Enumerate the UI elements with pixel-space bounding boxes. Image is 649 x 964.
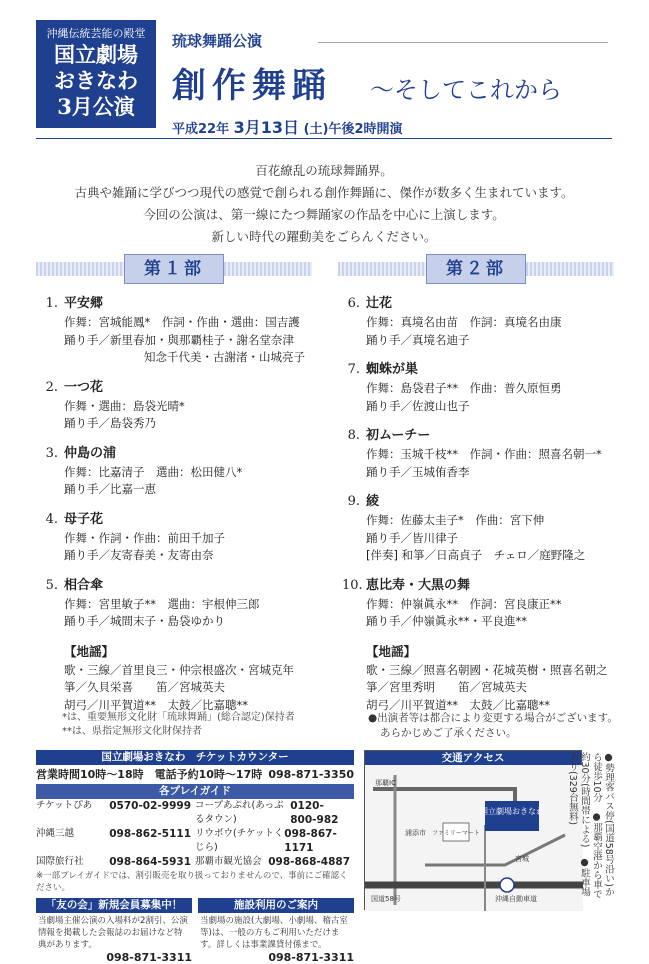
program-title: 一つ花 (64, 379, 104, 395)
page-subtitle: ～そしてこれから (370, 76, 562, 104)
jiutai-line: 胡弓／川平賀道** 太鼓／比嘉聰** (64, 697, 248, 712)
map-graphic (365, 765, 583, 911)
part1-header (36, 254, 312, 284)
program-credit: 作舞：仲嶺眞永** 作詞：宮良康正** (366, 596, 562, 611)
jiutai-line: 歌・三線／首里良三・仲宗根盛次・宮城克年 (64, 662, 294, 677)
date-time: (土)午後2時開演 (303, 122, 403, 137)
program-dancers: 踊り手／島袋秀乃 (64, 416, 156, 430)
program-title: 初ムーチー (366, 428, 431, 443)
ticket-hours: 営業時間10時～18時 電話予約10時～17時 (36, 768, 263, 781)
outlet-tel[interactable]: 098-867-1171 (284, 828, 337, 854)
program-number: 8. (347, 428, 360, 443)
facility-text: 当劇場の施設(大劇場、小劇場、稽古室等)は、一般の方もご利用いただけます。詳しくは事業課貸付係まで。 (200, 916, 348, 950)
outlet-name: コープあぷれ(あっぷるタウン) (195, 800, 284, 825)
outlet-tel[interactable]: 098-864-5931 (109, 856, 191, 868)
facility-tel[interactable]: 098-871-3311 (268, 951, 354, 964)
ticket-tel[interactable]: 098-871-3350 (268, 768, 354, 781)
program-dancers: 踊り手／佐渡山也子 (366, 398, 470, 413)
program-item (342, 360, 622, 415)
program-dancers-cont: 知念千代美・古謝渚・山城亮子 (144, 350, 305, 364)
badge-month: 3月公演 (57, 94, 135, 119)
program-item (342, 294, 622, 349)
badge-theatre: 国立劇場 (54, 42, 138, 67)
outlet-tel[interactable]: 098-862-5111 (109, 828, 191, 840)
program-title: 仲島の浦 (64, 445, 117, 461)
note-line: **は、県指定無形文化財保持者 (62, 726, 202, 737)
program-dancers: 踊り手／新里春加・與那覇桂子・謝名堂奈津 (64, 332, 294, 347)
access-map (364, 750, 582, 910)
program-credit: 作舞：佐藤太圭子* 作曲：宮下伸 (366, 513, 545, 527)
program-credit: 作舞：真境名由苗 作詞：真境名由康 (366, 315, 562, 329)
intro-line: 今回の公演は、第一線にたつ舞踊家の作品を中心に上演します。 (143, 207, 505, 222)
outlet-name: 沖縄三越 (36, 828, 75, 839)
program-dancers: 踊り手／城間末子・島袋ゆかり (64, 614, 225, 628)
program-item (342, 576, 622, 631)
program-credit: 作舞・作詞・作曲：前田千加子 (64, 530, 225, 545)
map-label: 宮城 (515, 855, 529, 863)
outlet-tel[interactable]: 0120-800-982 (290, 800, 339, 826)
part2-label: 第２部 (426, 254, 526, 284)
badge-place: おきなわ (54, 68, 138, 93)
note-line: ●出演者等は都合により変更する場合がございます。 (368, 712, 618, 724)
program-number: 7. (347, 362, 360, 377)
access-bar: 交通アクセス (365, 751, 581, 765)
outlet-row (36, 799, 354, 827)
jiutai-line: 歌・三線／照喜名朝國・花城英樹・照喜名朝之 (366, 662, 608, 677)
program-number: 9. (347, 494, 360, 509)
program-item (40, 576, 330, 631)
outlet-tel[interactable]: 098-868-4887 (268, 856, 350, 868)
program-number: 1. (45, 296, 58, 311)
jiutai-title: 【地謡】 (64, 643, 115, 659)
program-title: 辻花 (366, 296, 393, 311)
intro-line: 新しい時代の躍動美をごらんください。 (211, 229, 437, 244)
header-rule (36, 138, 612, 139)
holder-notes (62, 711, 295, 739)
program-title: 恵比寿・大黒の舞 (366, 577, 471, 593)
member-bar: 「友の会」新規会員募集中！ (36, 898, 192, 913)
jiutai-line: 胡弓／川平賀道** 太鼓／比嘉聰** (366, 697, 550, 712)
note-line: *は、重要無形文化財「琉球舞踊」(総合認定)保持者 (62, 712, 295, 723)
program-item (40, 294, 330, 367)
program-title: 母子花 (64, 511, 104, 527)
jiutai-line: 箏／宮里秀明 笛／宮城英夫 (366, 680, 527, 694)
map-theatre-label: 国立劇場おきなわ (480, 807, 544, 816)
program-number: 3. (45, 445, 58, 461)
outlet-tel[interactable]: 0570-02-9999 (109, 800, 191, 812)
playguide-bar: 各プレイガイド (36, 784, 354, 799)
outlet-row (36, 827, 354, 855)
series-rule (318, 42, 608, 43)
program-title: 平安郷 (64, 296, 104, 311)
program-item (40, 444, 330, 499)
member-tel[interactable]: 098-871-3311 (106, 951, 192, 964)
map-label: ファミリーマート (432, 830, 480, 837)
outlet-name: リウボウ(チケットくじら) (195, 828, 284, 853)
date-day: 3月13日 (233, 118, 300, 137)
part2-program-list (342, 294, 622, 725)
jiutai-title: 【地謡】 (366, 643, 417, 659)
intro-text (36, 160, 612, 248)
program-credit: 作舞：玉城千枝** 作詞・作曲：照喜名朝一* (366, 447, 602, 461)
program-number: 6. (347, 296, 360, 311)
performance-date (172, 115, 403, 138)
program-dancers: 踊り手／玉城侑香李 (366, 464, 470, 479)
program-number: 5. (45, 577, 58, 593)
access-notes: ●勢理客バス停(国道58号沿い)から徒歩10分 ●那覇空港から車で約30分(時間帯による) ●駐車場あり(329台無料) (567, 752, 614, 899)
ticket-info (36, 750, 354, 964)
program-dancers: 踊り手／仲嶺眞永**・平良進** (366, 614, 527, 628)
map-label: 沖縄自動車道 (495, 895, 537, 903)
program-title: 蜘蛛が巣 (366, 362, 419, 377)
program-dancers: 踊り手／比嘉一恵 (64, 482, 156, 496)
program-credit: 作舞：宮城能鳳* 作詞・作曲・選曲：国吉護 (64, 315, 300, 329)
map-label: 那覇IC (375, 779, 396, 787)
intro-line: 古典や雑踊に学びつつ現代の感覚で創られる創作舞踊に、傑作が数多く生まれています。 (74, 185, 574, 200)
ticket-counter-bar: 国立劇場おきなわ チケットカウンター (36, 750, 354, 765)
program-credit: 作舞：島袋君子** 作曲：普久原恒勇 (366, 381, 562, 395)
badge-tagline: 沖縄伝統芸能の殿堂 (46, 27, 146, 40)
part1-label: 第１部 (124, 254, 224, 284)
intro-line: 百花繚乱の琉球舞踊界。 (255, 163, 393, 178)
playguide-note: ※一部プレイガイドでは、割引販売を取り扱っておりませんので、事前にご確認ください。 (36, 871, 348, 893)
facility-bar: 施設利用のご案内 (198, 898, 354, 913)
program-credit: 作舞：宮里敏子** 選曲：宇根伸三郎 (64, 596, 260, 611)
program-dancers: 踊り手／真境名迪子 (366, 332, 470, 347)
part2-header (338, 254, 614, 284)
jiutai-block (342, 642, 622, 715)
program-dancers: 踊り手／友寄春美・友寄由奈 (64, 548, 214, 562)
member-text: 当劇場主催公演の入場料が2割引、公演情報を掲載した会報誌のお届けなど特典があります。 (38, 916, 188, 950)
program-accompaniment: [伴奏] 和箏／日高貞子 チェロ／庭野隆之 (366, 548, 586, 562)
change-notice (368, 711, 618, 741)
map-label: 浦添市 (405, 829, 426, 837)
program-title: 相合傘 (64, 577, 104, 593)
outlet-name: 那覇市観光協会 (195, 856, 262, 867)
program-item (40, 510, 330, 565)
part1-program-list (40, 294, 330, 725)
jiutai-line: 箏／久貝栄喜 笛／宮城英夫 (64, 680, 225, 694)
program-credit: 作舞・選曲：島袋光晴* (64, 398, 185, 413)
program-item (342, 492, 622, 565)
series-title: 琉球舞踊公演 (172, 32, 263, 50)
jiutai-block (40, 642, 330, 715)
program-credit: 作舞：比嘉清子 選曲：松田健八* (64, 464, 243, 479)
program-dancers: 踊り手／皆川律子 (366, 530, 458, 545)
note-line: あらかじめご了承ください。 (380, 727, 517, 739)
program-item (342, 426, 622, 481)
map-label: 国道58号 (371, 895, 401, 903)
outlet-name: チケットぴあ (36, 800, 93, 811)
route-58-icon (500, 878, 514, 892)
member-box (36, 898, 192, 964)
date-era: 平成22年 (172, 122, 230, 137)
facility-box (198, 898, 354, 964)
program-number: 10. (342, 577, 363, 593)
outlet-row (36, 855, 354, 869)
program-number: 2. (45, 379, 58, 395)
info-boxes (36, 898, 354, 964)
program-title: 綾 (366, 494, 380, 509)
event-badge (36, 20, 156, 128)
program-item (40, 378, 330, 433)
outlet-name: 国際旅行社 (36, 856, 84, 867)
program-number: 4. (45, 511, 58, 527)
page-title: 創作舞踊 (172, 66, 332, 106)
